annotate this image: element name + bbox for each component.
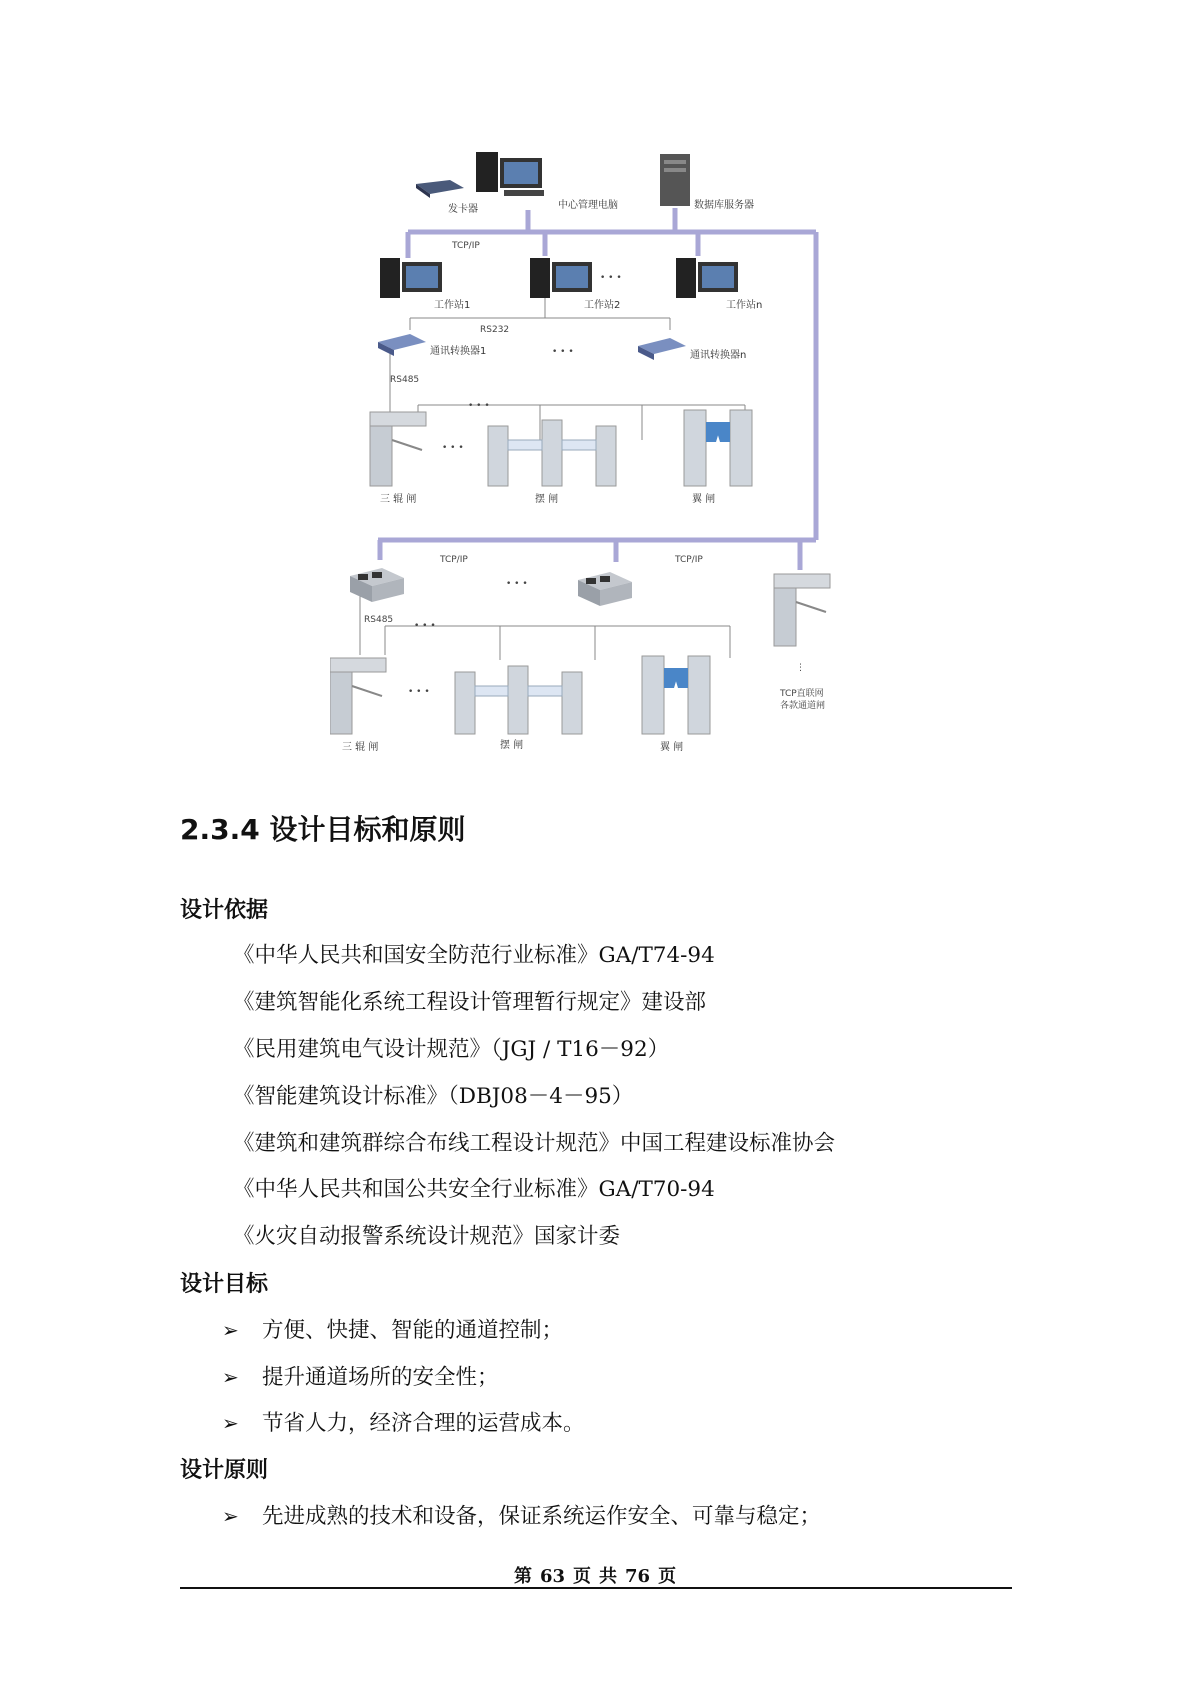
converter-n-icon [638, 338, 686, 360]
label-swing-a: 摆 闸 [535, 494, 559, 505]
database-server-icon [660, 154, 690, 206]
wing-gate-a-icon [684, 410, 752, 486]
bullet-arrow-icon: ➢ [222, 1504, 239, 1528]
page-footer [0, 1562, 1190, 1588]
basis-item: 《建筑智能化系统工程设计管理暂行规定》建设部 [233, 990, 707, 1015]
total-pages-number: 76 [625, 1566, 651, 1587]
label-tcpip-top: TCP/IP [452, 241, 480, 251]
label-rs232: RS232 [480, 325, 510, 335]
footer-word: 页 [573, 1566, 591, 1587]
workstation-n-icon [676, 258, 738, 298]
swing-gate-b-icon [455, 666, 582, 734]
label-swing-b: 摆 闸 [500, 740, 524, 751]
goal-item [222, 1406, 585, 1437]
label-tcpip-mid2: TCP/IP [675, 555, 703, 565]
label-wsn: 工作站n [726, 300, 763, 311]
central-pc-icon [476, 152, 544, 196]
goal-item [222, 1313, 563, 1344]
basis-item: 《民用建筑电气设计规范》（JGJ / T16－92） [233, 1037, 670, 1062]
dots-tripod-b: • • • [408, 687, 430, 697]
label-tripod-a: 三 辊 闸 [380, 494, 417, 505]
basis-item: 《中华人民共和国公共安全行业标准》GA/T70-94 [233, 1177, 715, 1202]
footer-word: 共 [599, 1566, 617, 1587]
goals-heading: 设计目标 [180, 1272, 269, 1297]
network-controller-2-icon [578, 572, 632, 606]
bullet-arrow-icon: ➢ [222, 1411, 239, 1435]
tripod-turnstile-b-icon [330, 658, 386, 734]
label-tcp-direct-2: 各款通道闸 [780, 701, 826, 711]
label-wing-b: 翼 闸 [660, 742, 684, 753]
dots-tripod-a: • • • [442, 443, 464, 453]
goal-text: 方便、快捷、智能的通道控制； [262, 1318, 564, 1343]
converter-1-icon [378, 334, 426, 356]
bullet-arrow-icon: ➢ [222, 1318, 239, 1342]
dots-ws: • • • [600, 273, 622, 283]
goal-text: 节省人力，经济合理的运营成本。 [262, 1411, 585, 1436]
basis-item: 《智能建筑设计标准》（DBJ08－4－95） [233, 1084, 634, 1109]
basis-item: 《中华人民共和国安全防范行业标准》GA/T74-94 [233, 943, 715, 968]
current-page-number: 63 [539, 1566, 565, 1587]
basis-item: 《火灾自动报警系统设计规范》国家计委 [233, 1224, 621, 1249]
principles-heading: 设计原则 [180, 1458, 269, 1483]
basis-heading: 设计依据 [180, 898, 269, 923]
diagram-svg [330, 150, 850, 770]
label-tripod-b: 三 辊 闸 [342, 742, 379, 753]
principle-text: 先进成熟的技术和设备，保证系统运作安全、可靠与稳定； [262, 1504, 822, 1529]
dots-controllers: • • • [506, 579, 528, 589]
wing-gate-b-icon [642, 656, 710, 734]
label-convn: 通讯转换器n [690, 350, 747, 361]
dots-tcp-direct: ⋮ [796, 663, 805, 673]
footer-rule [180, 1587, 1012, 1589]
workstation-1-icon [380, 258, 442, 298]
label-central-pc: 中心管理电脑 [558, 200, 618, 211]
label-conv1: 通讯转换器1 [430, 346, 487, 357]
tripod-turnstile-a-icon [370, 412, 426, 486]
network-controller-1-icon [350, 568, 404, 602]
label-ws1: 工作站1 [434, 300, 471, 311]
swing-gate-a-icon [488, 420, 616, 486]
label-wing-a: 翼 闸 [692, 494, 716, 505]
label-rs485-a: RS485 [390, 375, 420, 385]
label-tcpip-mid1: TCP/IP [440, 555, 468, 565]
bullet-arrow-icon: ➢ [222, 1365, 239, 1389]
label-db-server: 数据库服务器 [694, 200, 754, 211]
dots-row2: • • • [414, 621, 436, 631]
basis-item: 《建筑和建筑群综合布线工程设计规范》中国工程建设标准协会 [233, 1131, 836, 1156]
label-tcp-direct-1: TCP直联网 [780, 689, 824, 699]
label-ws2: 工作站2 [584, 300, 621, 311]
network-topology-diagram [330, 150, 850, 770]
label-rs485-b: RS485 [364, 615, 394, 625]
footer-word: 页 [658, 1566, 677, 1587]
dots-conv: • • • [552, 347, 574, 357]
card-issuer-icon [416, 180, 464, 198]
tcp-direct-tripod-icon [774, 574, 830, 646]
goal-item [222, 1360, 499, 1391]
footer-word: 第 [513, 1566, 532, 1587]
dots-row1: • • • [468, 401, 490, 411]
goal-text: 提升通道场所的安全性； [262, 1365, 499, 1390]
principle-item [222, 1499, 821, 1530]
workstation-2-icon [530, 258, 592, 298]
label-card-issuer: 发卡器 [448, 204, 478, 215]
section-title: 2.3.4 设计目标和原则 [180, 813, 466, 846]
